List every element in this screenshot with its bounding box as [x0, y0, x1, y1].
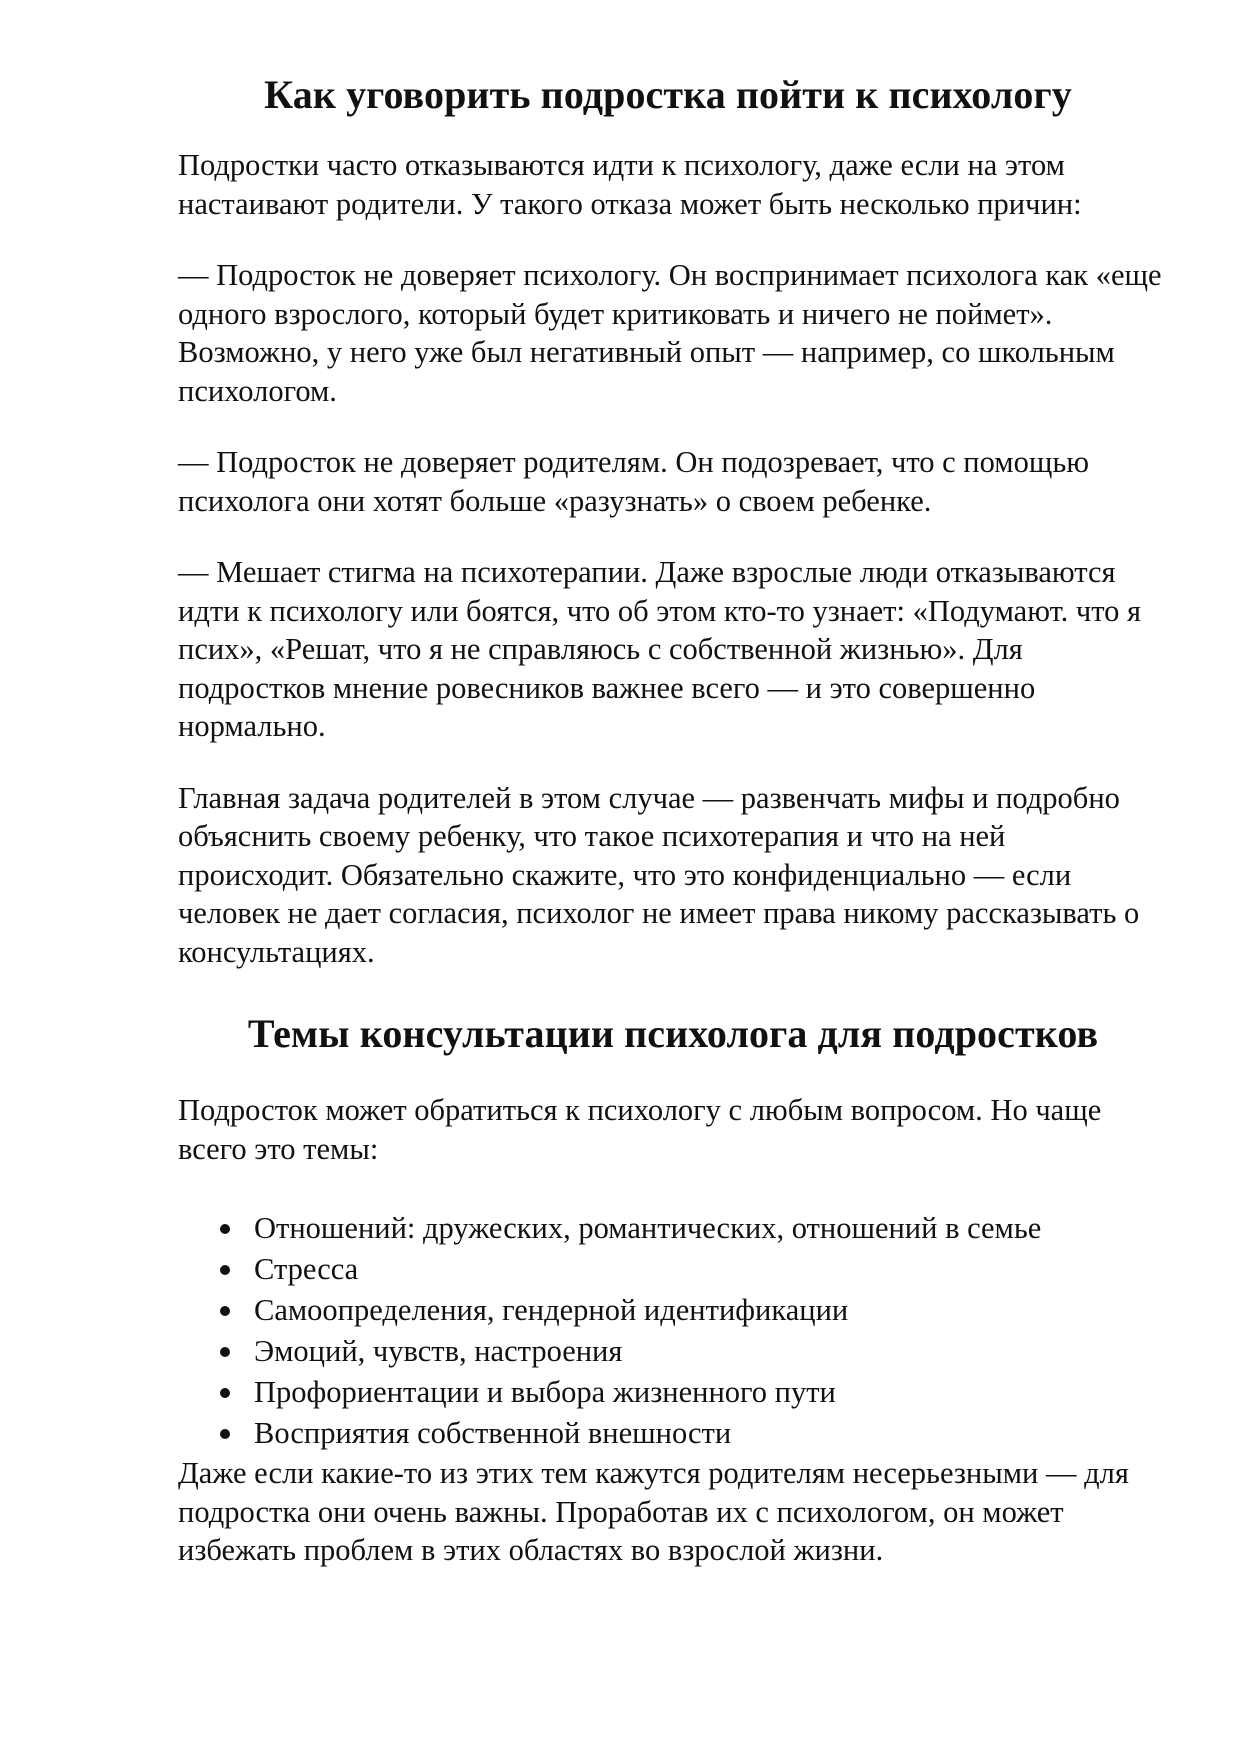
section-1-title: Как уговорить подростка пойти к психологу	[264, 72, 1072, 117]
reason-paragraph: — Подросток не доверяет родителям. Он подозревает, что с помощью психолога они хотят больше «разузнать» о своем ребенке.	[178, 445, 1090, 518]
list-item	[178, 1208, 1168, 1249]
list-item	[178, 1331, 1168, 1372]
topic-text: Восприятия собственной внешности	[254, 1416, 732, 1450]
article	[178, 72, 1168, 1570]
section-2-title: Темы консультации психолога для подростков	[247, 1011, 1099, 1056]
bullet-icon	[220, 1224, 230, 1234]
bullet-icon	[220, 1306, 230, 1316]
section-2-intro: Подросток может обратиться к психологу с любым вопросом. Но чаще всего это темы:	[178, 1093, 1102, 1166]
section-2-conclusion: Даже если какие-то из этих тем кажутся родителям несерьезными — для подростка они очень важны. Проработав их с психологом, он может избежать проблем в этих областях во взрослой жизни.	[178, 1456, 1129, 1567]
bullet-icon	[220, 1429, 230, 1439]
topic-text: Стресса	[254, 1252, 359, 1286]
list-item	[178, 1413, 1168, 1454]
topic-text: Самоопределения, гендерной идентификации	[254, 1293, 849, 1327]
reason-paragraph: — Мешает стигма на психотерапии. Даже взрослые люди отказываются идти к психологу или боятся, что об этом кто-то узнает: «Подумают. что я псих», «Решат, что я не справляюсь с собственной жизнью». Для подростков мнение ровесников важнее всего — и это совершенно нормально.	[178, 555, 1142, 743]
section-1-conclusion: Главная задача родителей в этом случае — развенчать мифы и подробно объяснить своему ребенку, что такое психотерапия и что на ней происходит. Обязательно скажите, что это конфиденциально — если человек не дает согласия, психолог не имеет права никому рассказывать о консультациях.	[178, 780, 1140, 969]
list-item	[178, 1372, 1168, 1413]
topic-text: Профориентации и выбора жизненного пути	[254, 1375, 836, 1409]
topic-text: Отношений: дружеских, романтических, отношений в семье	[254, 1211, 1042, 1245]
bullet-icon	[220, 1347, 230, 1357]
reason-paragraph: — Подросток не доверяет психологу. Он воспринимает психолога как «еще одного взрослого, который будет критиковать и ничего не поймет». Возможно, у него уже был негативный опыт — например, со школьным психологом.	[178, 258, 1162, 408]
bullet-icon	[220, 1388, 230, 1398]
list-item	[178, 1290, 1168, 1331]
topic-text: Эмоций, чувств, настроения	[254, 1334, 623, 1368]
section-1-intro: Подростки часто отказываются идти к психологу, даже если на этом настаивают родители. У такого отказа может быть несколько причин:	[178, 148, 1082, 221]
topics-list	[178, 1208, 1168, 1454]
bullet-icon	[220, 1265, 230, 1275]
list-item	[178, 1249, 1168, 1290]
